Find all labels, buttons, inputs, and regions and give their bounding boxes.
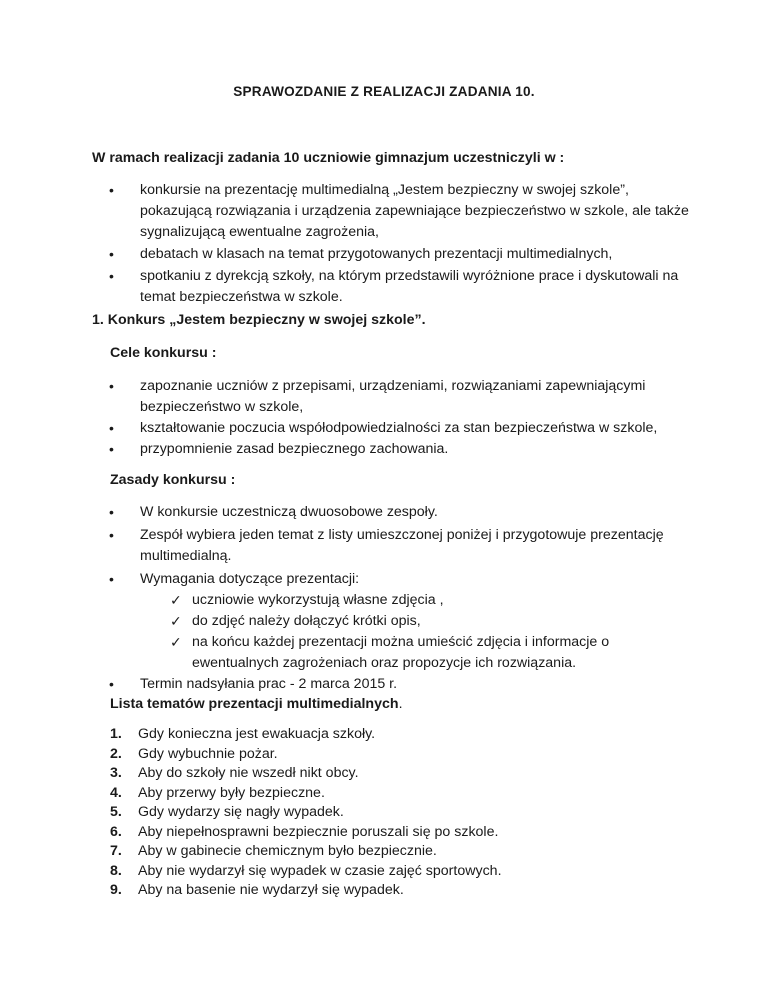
list-item: [110, 862, 710, 882]
list-item: • Termin nadsyłania prac - 2 marca 2015 r.: [92, 674, 692, 695]
list-item-text: Wymagania dotyczące prezentacji:: [140, 571, 360, 587]
item-text: Gdy konieczna jest ewakuacja szkoły.: [138, 726, 376, 742]
list-item: • W konkursie uczestniczą dwuosobowe zespoły.: [92, 502, 692, 523]
list-item: • debatach w klasach na temat przygotowanych prezentacji multimedialnych,: [92, 244, 692, 265]
list-item: • spotkaniu z dyrekcją szkoły, na którym przedstawili wyróżnione prace i dyskutowali na temat bezpieczeństwa w szkole.: [92, 266, 692, 308]
rules-heading: Zasady konkursu :: [110, 472, 236, 488]
item-number: 4.: [110, 784, 122, 801]
item-number: 1.: [110, 726, 122, 742]
item-number: 7.: [110, 843, 122, 859]
list-item: • Zespół wybiera jeden temat z listy umieszczonej poniżej i przygotowuje prezentację multimedialną.: [92, 525, 692, 567]
check-item: ✓ do zdjęć należy dołączyć krótki opis,: [168, 611, 618, 632]
item-number: 2.: [110, 745, 122, 762]
item-text: Gdy wydarzy się nagły wypadek.: [138, 804, 344, 820]
goals-list: [92, 376, 692, 460]
list-item: [110, 881, 710, 901]
list-item: • konkursie na prezentację multimedialną „Jestem bezpieczny w swojej szkole”, pokazującą rozwiązania i urządzenia zapewniające bezpieczeństwo w szkole, ale także sygnalizującą ewentualne zagrożenia,: [92, 180, 692, 243]
item-text: Aby przerwy były bezpieczne.: [138, 784, 325, 801]
requirements-list: [168, 590, 618, 674]
intro-heading: W ramach realizacji zadania 10 uczniowie gimnazjum uczestniczyli w :: [92, 150, 565, 166]
check-item: ✓ na końcu każdej prezentacji można umieścić zdjęcia i informacje o ewentualnych zagrożeniach oraz propozycje ich rozwiązania.: [168, 632, 618, 674]
topics-heading-suffix: .: [398, 696, 403, 712]
item-text: Aby niepełnosprawni bezpiecznie poruszali się po szkole.: [138, 823, 499, 840]
list-item: [92, 569, 692, 674]
list-item: [110, 725, 710, 745]
topics-list: [110, 725, 710, 901]
goals-heading: Cele konkursu :: [110, 345, 217, 361]
list-item: [110, 803, 710, 823]
list-item: [110, 745, 710, 765]
list-item: • przypomnienie zasad bezpiecznego zachowania.: [92, 439, 692, 460]
document-title: SPRAWOZDANIE Z REALIZACJI ZADANIA 10.: [233, 84, 535, 99]
topics-heading-text: Lista tematów prezentacji multimedialnych: [110, 696, 399, 712]
section-heading: 1. Konkurs „Jestem bezpieczny w swojej szkole”.: [92, 312, 426, 328]
list-item: [110, 823, 710, 843]
item-number: 8.: [110, 862, 122, 879]
list-item: [110, 784, 710, 804]
intro-list: [92, 180, 692, 308]
item-text: Aby do szkoły nie wszedł nikt obcy.: [138, 765, 359, 781]
check-item: ✓ uczniowie wykorzystują własne zdjęcia ,: [168, 590, 618, 611]
item-number: 6.: [110, 823, 122, 840]
item-number: 9.: [110, 882, 122, 898]
item-text: Aby w gabinecie chemicznym było bezpiecznie.: [138, 843, 437, 859]
item-number: 5.: [110, 804, 122, 820]
topics-heading: [110, 696, 403, 712]
item-text: Aby na basenie nie wydarzył się wypadek.: [138, 882, 404, 898]
item-number: 3.: [110, 765, 122, 781]
rules-list: [92, 502, 692, 695]
item-text: Gdy wybuchnie pożar.: [138, 745, 278, 762]
list-item: • kształtowanie poczucia współodpowiedzialności za stan bezpieczeństwa w szkole,: [92, 418, 692, 439]
item-text: Aby nie wydarzył się wypadek w czasie zajęć sportowych.: [138, 862, 502, 879]
list-item: • zapoznanie uczniów z przepisami, urządzeniami, rozwiązaniami zapewniającymi bezpieczeństwo w szkole,: [92, 376, 692, 418]
list-item: [110, 764, 710, 784]
list-item: [110, 842, 710, 862]
